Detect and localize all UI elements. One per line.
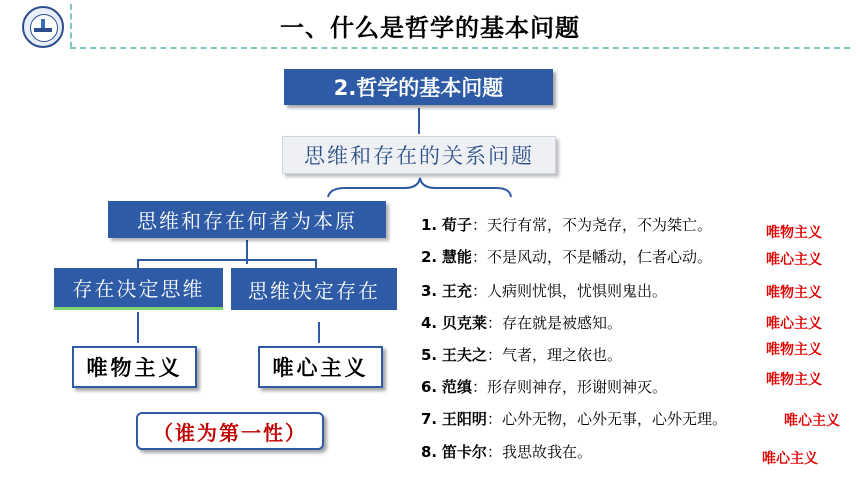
- example-tag: 唯心主义: [766, 252, 822, 268]
- example-item: 5. 王夫之：气者，理之依也。: [421, 346, 622, 364]
- relation-question-box: 思维和存在的关系问题: [282, 136, 556, 174]
- example-tag: 唯物主义: [766, 342, 822, 358]
- thinking-determines-existence-box: 思维决定存在: [231, 268, 397, 310]
- example-item: 4. 贝克莱：存在就是被感知。: [421, 314, 622, 332]
- origin-question-box: 思维和存在何者为本原: [108, 201, 386, 238]
- example-item: 8. 笛卡尔：我思故我在。: [421, 443, 592, 461]
- primacy-note-box: （谁为第一性）: [136, 412, 324, 450]
- example-tag: 唯物主义: [766, 285, 822, 301]
- example-tag: 唯心主义: [762, 451, 818, 467]
- existence-determines-thinking-box: 存在决定思维: [54, 268, 223, 310]
- example-item: 1. 荀子：天行有常，不为尧存，不为桀亡。: [421, 216, 712, 234]
- example-item: 6. 范缜：形存则神存，形谢则神灭。: [421, 378, 667, 396]
- example-item: 2. 慧能：不是风动，不是幡动，仁者心动。: [421, 248, 712, 266]
- example-tag: 唯心主义: [766, 316, 822, 332]
- idealism-box: 唯心主义: [258, 346, 383, 388]
- example-tag: 唯心主义: [784, 413, 840, 429]
- materialism-box: 唯物主义: [72, 346, 197, 388]
- example-tag: 唯物主义: [766, 225, 822, 241]
- example-item: 7. 王阳明：心外无物，心外无事，心外无理。: [421, 410, 727, 428]
- page-title: 一、什么是哲学的基本问题: [280, 14, 580, 42]
- basic-question-box: 2.哲学的基本问题: [284, 69, 553, 105]
- example-item: 3. 王充：人病则忧惧，忧惧则鬼出。: [421, 282, 667, 300]
- example-tag: 唯物主义: [766, 372, 822, 388]
